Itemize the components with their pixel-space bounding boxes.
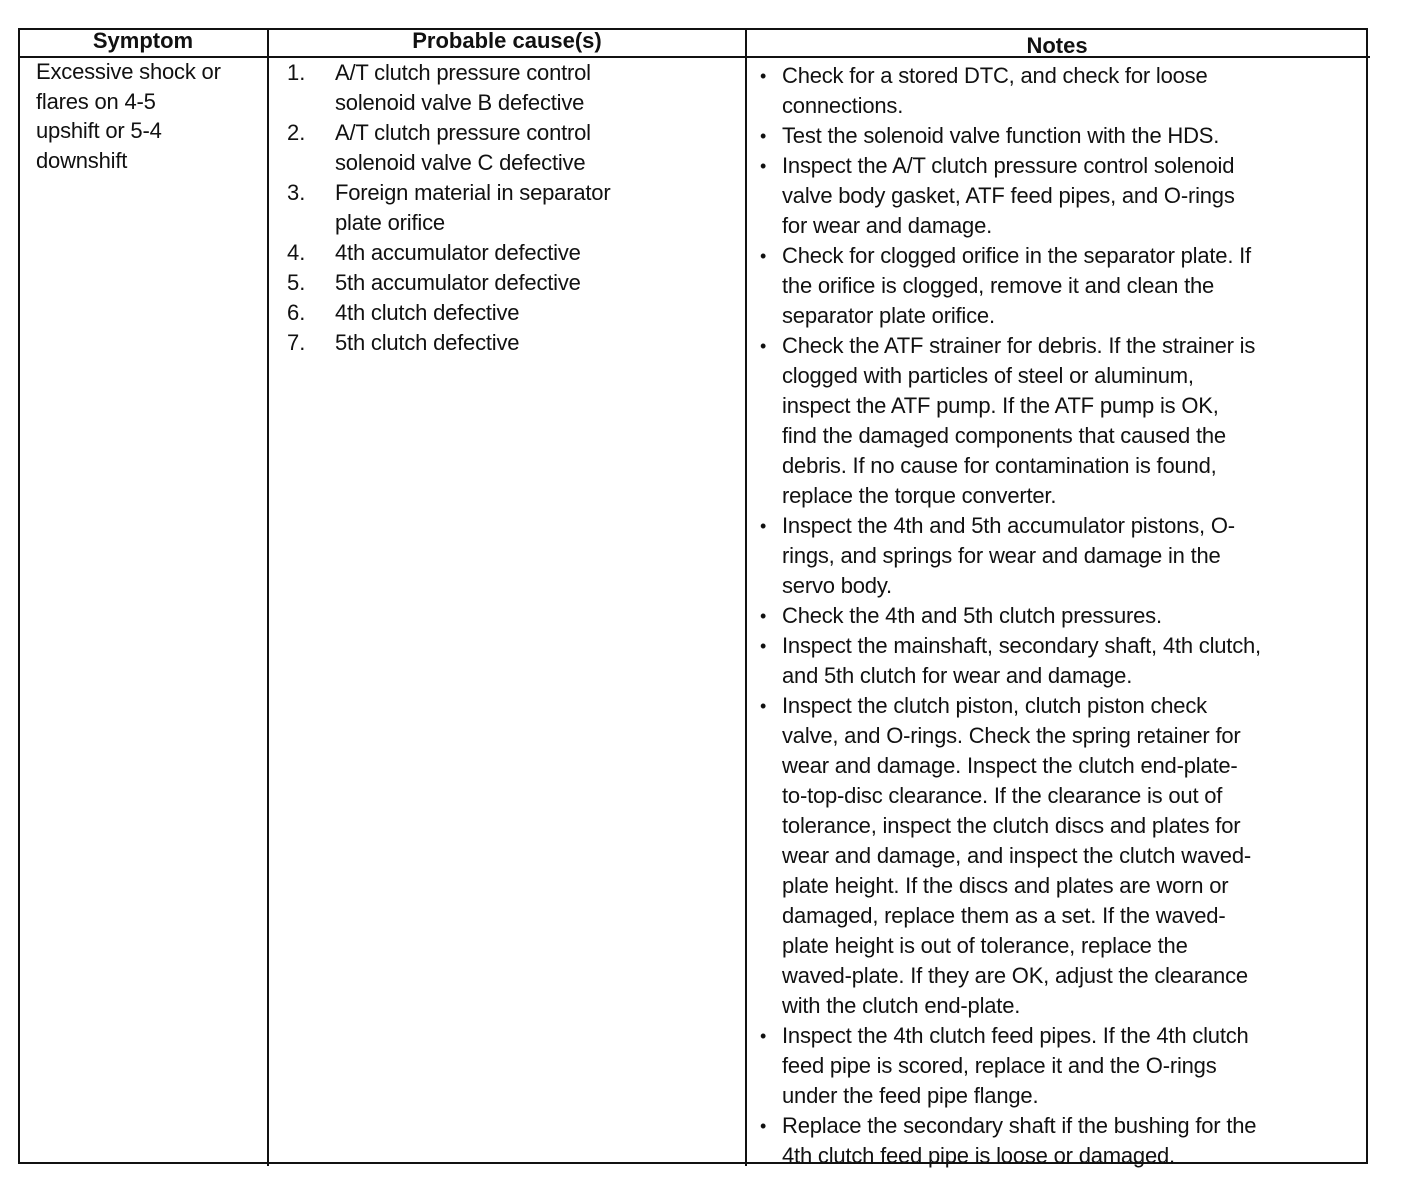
note-text-line: Check the 4th and 5th clutch pressures. bbox=[782, 603, 1162, 628]
note-text-line: replace the torque converter. bbox=[782, 483, 1057, 508]
note-text-line: connections. bbox=[782, 93, 904, 118]
cause-text-line: Foreign material in separator bbox=[335, 180, 611, 205]
bullet-icon: • bbox=[760, 66, 767, 86]
header-probable-causes: Probable cause(s) bbox=[412, 28, 602, 53]
note-text-line: under the feed pipe flange. bbox=[782, 1083, 1039, 1108]
note-text-line: plate height is out of tolerance, replace the bbox=[782, 933, 1188, 958]
note-text-line: Test the solenoid valve function with the HDS. bbox=[782, 123, 1220, 148]
cause-number: 4. bbox=[287, 240, 306, 265]
bullet-icon: • bbox=[760, 516, 767, 536]
bullet-icon: • bbox=[760, 126, 767, 146]
cause-text-line: solenoid valve B defective bbox=[335, 90, 585, 115]
cause-text-line: plate orifice bbox=[335, 210, 445, 235]
bullet-icon: • bbox=[760, 606, 767, 626]
note-text-line: Inspect the A/T clutch pressure control solenoid bbox=[782, 153, 1235, 178]
header-notes: Notes bbox=[1026, 33, 1088, 58]
note-text-line: find the damaged components that caused the bbox=[782, 423, 1226, 448]
header-symptom: Symptom bbox=[92, 28, 194, 53]
note-text-line: rings, and springs for wear and damage in the bbox=[782, 543, 1221, 568]
bullet-icon: • bbox=[760, 1116, 767, 1136]
note-text-line: damaged, replace them as a set. If the waved- bbox=[782, 903, 1226, 928]
note-text-line: Inspect the clutch piston, clutch piston check bbox=[782, 693, 1207, 718]
note-text-line: 4th clutch feed pipe is loose or damaged. bbox=[782, 1143, 1175, 1168]
note-text-line: Check the ATF strainer for debris. If the strainer is bbox=[782, 333, 1256, 358]
note-text-line: plate height. If the discs and plates are worn or bbox=[782, 873, 1229, 898]
bullet-icon: • bbox=[760, 636, 767, 656]
note-text-line: Inspect the mainshaft, secondary shaft, 4th clutch, bbox=[782, 633, 1261, 658]
note-text-line: clogged with particles of steel or aluminum, bbox=[782, 363, 1194, 388]
bullet-icon: • bbox=[760, 1026, 767, 1046]
note-text-line: feed pipe is scored, replace it and the O-rings bbox=[782, 1053, 1217, 1078]
bullet-icon: • bbox=[760, 156, 767, 176]
symptom-text-line: flares on 4-5 bbox=[36, 88, 156, 114]
note-text-line: wear and damage. Inspect the clutch end-plate- bbox=[782, 753, 1238, 778]
symptom-text-line: upshift or 5-4 bbox=[36, 118, 162, 143]
note-text-line: tolerance, inspect the clutch discs and plates for bbox=[782, 813, 1241, 838]
note-text-line: separator plate orifice. bbox=[782, 303, 995, 328]
note-text-line: Inspect the 4th clutch feed pipes. If the 4th clutch bbox=[782, 1023, 1249, 1048]
cause-number: 3. bbox=[287, 180, 306, 205]
cause-text-line: solenoid valve C defective bbox=[335, 150, 586, 175]
note-text-line: Check for a stored DTC, and check for loose bbox=[782, 63, 1208, 88]
cause-number: 6. bbox=[287, 300, 306, 325]
bullet-icon: • bbox=[760, 246, 767, 266]
cause-number: 7. bbox=[287, 330, 306, 355]
note-text-line: Check for clogged orifice in the separator plate. If bbox=[782, 243, 1251, 268]
note-text-line: the orifice is clogged, remove it and clean the bbox=[782, 273, 1215, 298]
note-text-line: Inspect the 4th and 5th accumulator pistons, O- bbox=[782, 513, 1235, 538]
bullet-icon: • bbox=[760, 336, 767, 356]
cause-text-line: 4th clutch defective bbox=[335, 300, 520, 325]
note-text-line: and 5th clutch for wear and damage. bbox=[782, 663, 1133, 688]
note-text-line: valve, and O-rings. Check the spring retainer for bbox=[782, 723, 1241, 748]
note-text-line: debris. If no cause for contamination is found, bbox=[782, 453, 1217, 478]
note-text-line: wear and damage, and inspect the clutch waved- bbox=[782, 843, 1251, 868]
note-text-line: inspect the ATF pump. If the ATF pump is OK, bbox=[782, 393, 1219, 418]
note-text-line: for wear and damage. bbox=[782, 213, 993, 238]
bullet-icon: • bbox=[760, 696, 767, 716]
symptom-text-line: downshift bbox=[36, 147, 128, 173]
cause-text-line: A/T clutch pressure control bbox=[335, 120, 591, 145]
note-text-line: waved-plate. If they are OK, adjust the clearance bbox=[782, 963, 1248, 988]
note-text-line: valve body gasket, ATF feed pipes, and O-rings bbox=[782, 183, 1235, 208]
note-text-line: with the clutch end-plate. bbox=[782, 993, 1021, 1018]
cause-number: 5. bbox=[287, 270, 306, 295]
note-text-line: servo body. bbox=[782, 573, 892, 598]
column-divider bbox=[267, 28, 269, 1166]
column-divider bbox=[745, 28, 747, 1166]
cause-text-line: A/T clutch pressure control bbox=[335, 60, 591, 85]
cause-number: 1. bbox=[287, 60, 306, 85]
cause-text-line: 5th accumulator defective bbox=[335, 270, 581, 295]
cause-number: 2. bbox=[287, 120, 306, 145]
note-text-line: Replace the secondary shaft if the bushing for the bbox=[782, 1113, 1257, 1138]
cause-text-line: 5th clutch defective bbox=[335, 330, 520, 355]
cause-text-line: 4th accumulator defective bbox=[335, 240, 581, 265]
note-text-line: to-top-disc clearance. If the clearance is out of bbox=[782, 783, 1223, 808]
symptom-text-line: Excessive shock or bbox=[36, 59, 221, 84]
